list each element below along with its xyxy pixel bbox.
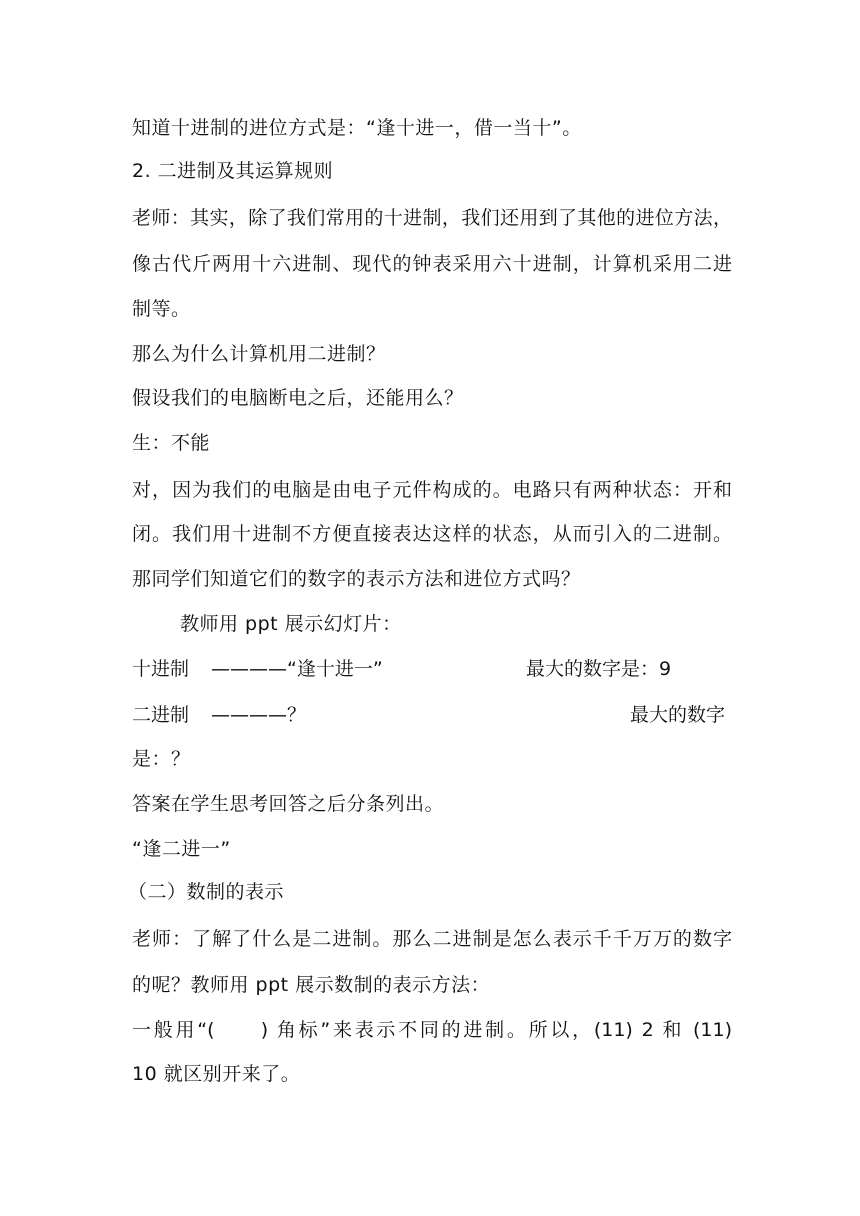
paragraph-line: 对，因为我们的电脑是由电子元件构成的。电路只有两种状态：开和 [132, 479, 732, 501]
section-heading: （二）数制的表示 [128, 881, 285, 903]
paragraph-line: “逢二进一” [132, 838, 231, 860]
row2-max-continued: 是：？ [132, 748, 191, 770]
paragraph-line: 答案在学生思考回答之后分条列出。 [132, 793, 445, 815]
row1-max: 最大的数字是：9 [526, 658, 672, 680]
paragraph-line: 制等。 [132, 298, 191, 320]
paragraph-line: 那同学们知道它们的数字的表示方法和进位方式吗？ [132, 568, 581, 590]
paragraph-line: 的呢？教师用 ppt 展示数制的表示方法： [132, 974, 491, 996]
section-heading: 2. 二进制及其运算规则 [132, 160, 334, 182]
row2-rule: ————？ [211, 704, 307, 726]
row1-rule: ————“逢十进一” [211, 658, 383, 680]
row2-name: 二进制 [132, 704, 190, 726]
paragraph-line-indented: 教师用 ppt 展示幻灯片： [180, 613, 402, 635]
paragraph-line: 生：不能 [132, 432, 211, 454]
paragraph-line: 知道十进制的进位方式是：“逢十进一，借一当十”。 [132, 117, 582, 139]
row2-max: 最大的数字 [630, 704, 726, 726]
paragraph-line: 一般用“( ) 角标”来表示不同的进制。所以，(11) 2 和 (11) [132, 1019, 732, 1041]
paragraph-line: 那么为什么计算机用二进制？ [132, 343, 386, 365]
paragraph-line: 闭。我们用十进制不方便直接表达这样的状态，从而引入的二进制。 [132, 523, 732, 545]
paragraph-line: 老师：其实，除了我们常用的十进制，我们还用到了其他的进位方法， [132, 207, 732, 229]
paragraph-line: 像古代斤两用十六进制、现代的钟表采用六十进制，计算机采用二进 [132, 253, 732, 275]
paragraph-line: 假设我们的电脑断电之后，还能用么？ [132, 387, 464, 409]
row1-name: 十进制 [132, 658, 190, 680]
paragraph-line: 老师：了解了什么是二进制。那么二进制是怎么表示千千万万的数字 [132, 928, 732, 950]
paragraph-line: 10 就区别开来了。 [132, 1063, 301, 1085]
